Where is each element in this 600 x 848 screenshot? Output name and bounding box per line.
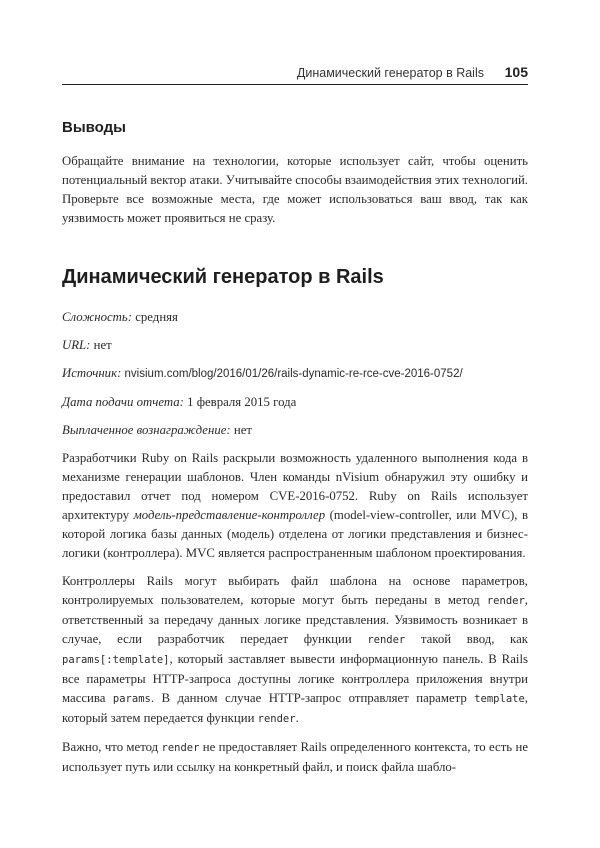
- p3-text-a: Важно, что метод: [62, 740, 162, 754]
- meta-date-label: Дата подачи отчета:: [62, 395, 184, 409]
- meta-date-value: 1 февраля 2015 года: [183, 395, 297, 409]
- p2-text-c: такой ввод, как: [405, 632, 528, 646]
- p2-text-e: . В данном случае HTTP-запрос отправляет параметр: [150, 691, 475, 705]
- p2-code-2: render: [367, 634, 406, 646]
- meta-difficulty-value: средняя: [132, 310, 178, 324]
- page-number: 105: [504, 64, 528, 80]
- meta-url: [62, 336, 528, 355]
- meta-source-value: nvisium.com/blog/2016/01/26/rails-dynamic-re-rce-cve-2016-0752/: [121, 368, 463, 380]
- meta-bounty-label: Выплаченное вознаграждение:: [62, 423, 231, 437]
- conclusions-heading: Выводы: [62, 119, 126, 136]
- p2-code-4: params: [112, 693, 151, 705]
- p1-emphasis: модель-представление-контроллер: [133, 508, 326, 522]
- p2-text-f: , который затем передается функции: [62, 691, 528, 725]
- body-paragraph-1: [62, 449, 528, 563]
- running-header-title: Динамический генератор в Rails: [296, 66, 484, 80]
- p2-text-a: Контроллеры Rails могут выбирать файл шаблона на основе параметров, контролируемых пользователем, которые могут быть переданы в метод: [62, 574, 528, 607]
- meta-bounty: [62, 421, 528, 440]
- conclusions-paragraph: Обращайте внимание на технологии, которые использует сайт, чтобы оценить потенциальный вектор атаки. Учитывайте способы взаимодействия этих технологий. Проверьте все возможные места, где может использоваться ваш ввод, так как уязвимость может проявиться не сразу.: [62, 154, 528, 225]
- page-content: [62, 118, 528, 786]
- meta-url-label: URL:: [62, 338, 91, 352]
- meta-source: [62, 364, 528, 384]
- p2-text-b: , ответственный за передачу данных логике представления. Уязвимость возникает в случае, если разработчик передает функции: [62, 593, 528, 646]
- body-paragraph-2: [62, 572, 528, 729]
- section-heading: Динамический генератор в Rails: [62, 266, 384, 288]
- p1-text-b: (model-view-controller, или MVC), в которой логика базы данных (модель) отделена от логики представления и бизнес-логики (контроллера). MVC является распространенным шаблоном проектирования.: [62, 508, 528, 560]
- p3-text-b: не предоставляет Rails определенного контекста, то есть не использует путь или ссылку на конкретный файл, и поиск файла шабло-: [62, 740, 528, 774]
- meta-difficulty: [62, 308, 528, 327]
- body-paragraph-3: [62, 738, 528, 777]
- p1-text-a: Разработчики Ruby on Rails раскрыли возможность удаленного выполнения кода в механизме генерации шаблонов. Член команды nVisium обнаружил эту ошибку и предоставил отчет под номером CVE-2016-0752. Ruby on Rails использует архитектуру: [62, 451, 528, 522]
- p2-text-g: .: [295, 711, 299, 725]
- p2-code-3: params[:template]: [62, 654, 170, 666]
- p2-code-5: template: [474, 693, 525, 705]
- p3-code-1: render: [161, 742, 200, 754]
- meta-url-value: нет: [90, 338, 112, 352]
- meta-date: [62, 393, 528, 412]
- running-header: [62, 64, 528, 85]
- meta-difficulty-label: Сложность:: [62, 310, 133, 324]
- meta-source-label: Источник:: [62, 366, 122, 380]
- p2-code-6: render: [257, 713, 296, 725]
- p2-text-d: , который заставляет вывести информационную панель. В Rails все параметры HTTP-запроса доступны логике контроллера приложения внутри массива: [62, 652, 528, 705]
- p2-code-1: render: [486, 595, 525, 607]
- meta-bounty-value: нет: [230, 423, 252, 437]
